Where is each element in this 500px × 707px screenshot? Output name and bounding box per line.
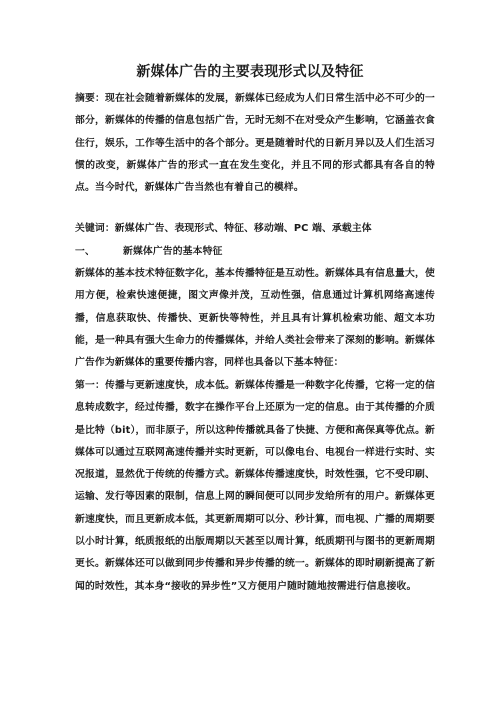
section-heading	[75, 241, 435, 263]
keywords-text: 新媒体广告、表现形式、特征、移动端、PC 端、承载主体	[114, 223, 372, 234]
section-heading-text: 新媒体广告的基本特征	[123, 246, 223, 257]
feature-one-text: 传播与更新速度快，成本低。新媒体传播是一种数字化传播，它将一定的信息转成数字，经过传播，数字在操作平台上还原为一定的信息。由于其传播的介质是比特（bit），而非原子，所以这种传播就具备了快捷、方便和高保真等优点。新媒体可以通过互联网高速传播并实时更新，可以像电台、电视台一样进行实时、实况报道，显然优于传统的传播方式。新媒体传播速度快，时效性强，它不受印刷、运输、发行等因素的限制，信息上网的瞬间便可以同步发给所有的用户。新媒体更新速度快，而且更新成本低，其更新周期可以分、秒计算，而电视、广播的周期要以小时计算，纸质报纸的出版周期以天甚至以周计算，纸质期刊与图书的更新周期更长。新媒体还可以做到同步传播和异步传播的统一。新媒体的即时刷新提高了新闻的时效性，其本身“接收的异步性”又方便用户随时随地按需进行信息接收。	[75, 380, 436, 592]
document-title: 新媒体广告的主要表现形式以及特征	[136, 64, 364, 80]
abstract-label: 摘要：	[75, 93, 106, 104]
abstract-paragraph	[75, 88, 435, 199]
section-number: 一、	[75, 246, 95, 257]
section-body-paragraph: 新媒体的基本技术特征数字化，基本传播特征是互动性。新媒体具有信息量大，使用方便，检索快速便捷，图文声像并茂，互动性强，信息通过计算机网络高速传播，信息获取快、传播快、更新快等特性，并且具有计算机检索功能、超文本功能，是一种具有强大生命力的传播媒体，并给人类社会带来了深刻的影响。新媒体广告作为新媒体的重要传播内容，同样也具备以下基本特征：	[75, 268, 435, 369]
abstract-text: 现在社会随着新媒体的发展，新媒体已经成为人们日常生活中必不可少的一部分，新媒体的传播的信息包括广告，无时无刻不在对受众产生影响，它涵盖衣食住行，娱乐，工作等生活中的各个部分。更是随着时代的日新月异以及人们生活习惯的改变，新媒体广告的形式一直在发生变化，并且不同的形式都具有各自的特点。当今时代，新媒体广告当然也有着自己的模样。	[75, 93, 436, 194]
keywords-label: 关键词：	[75, 223, 115, 234]
feature-one-label: 第一：	[75, 380, 106, 391]
keywords-paragraph	[75, 218, 435, 240]
feature-one-paragraph	[75, 375, 435, 598]
